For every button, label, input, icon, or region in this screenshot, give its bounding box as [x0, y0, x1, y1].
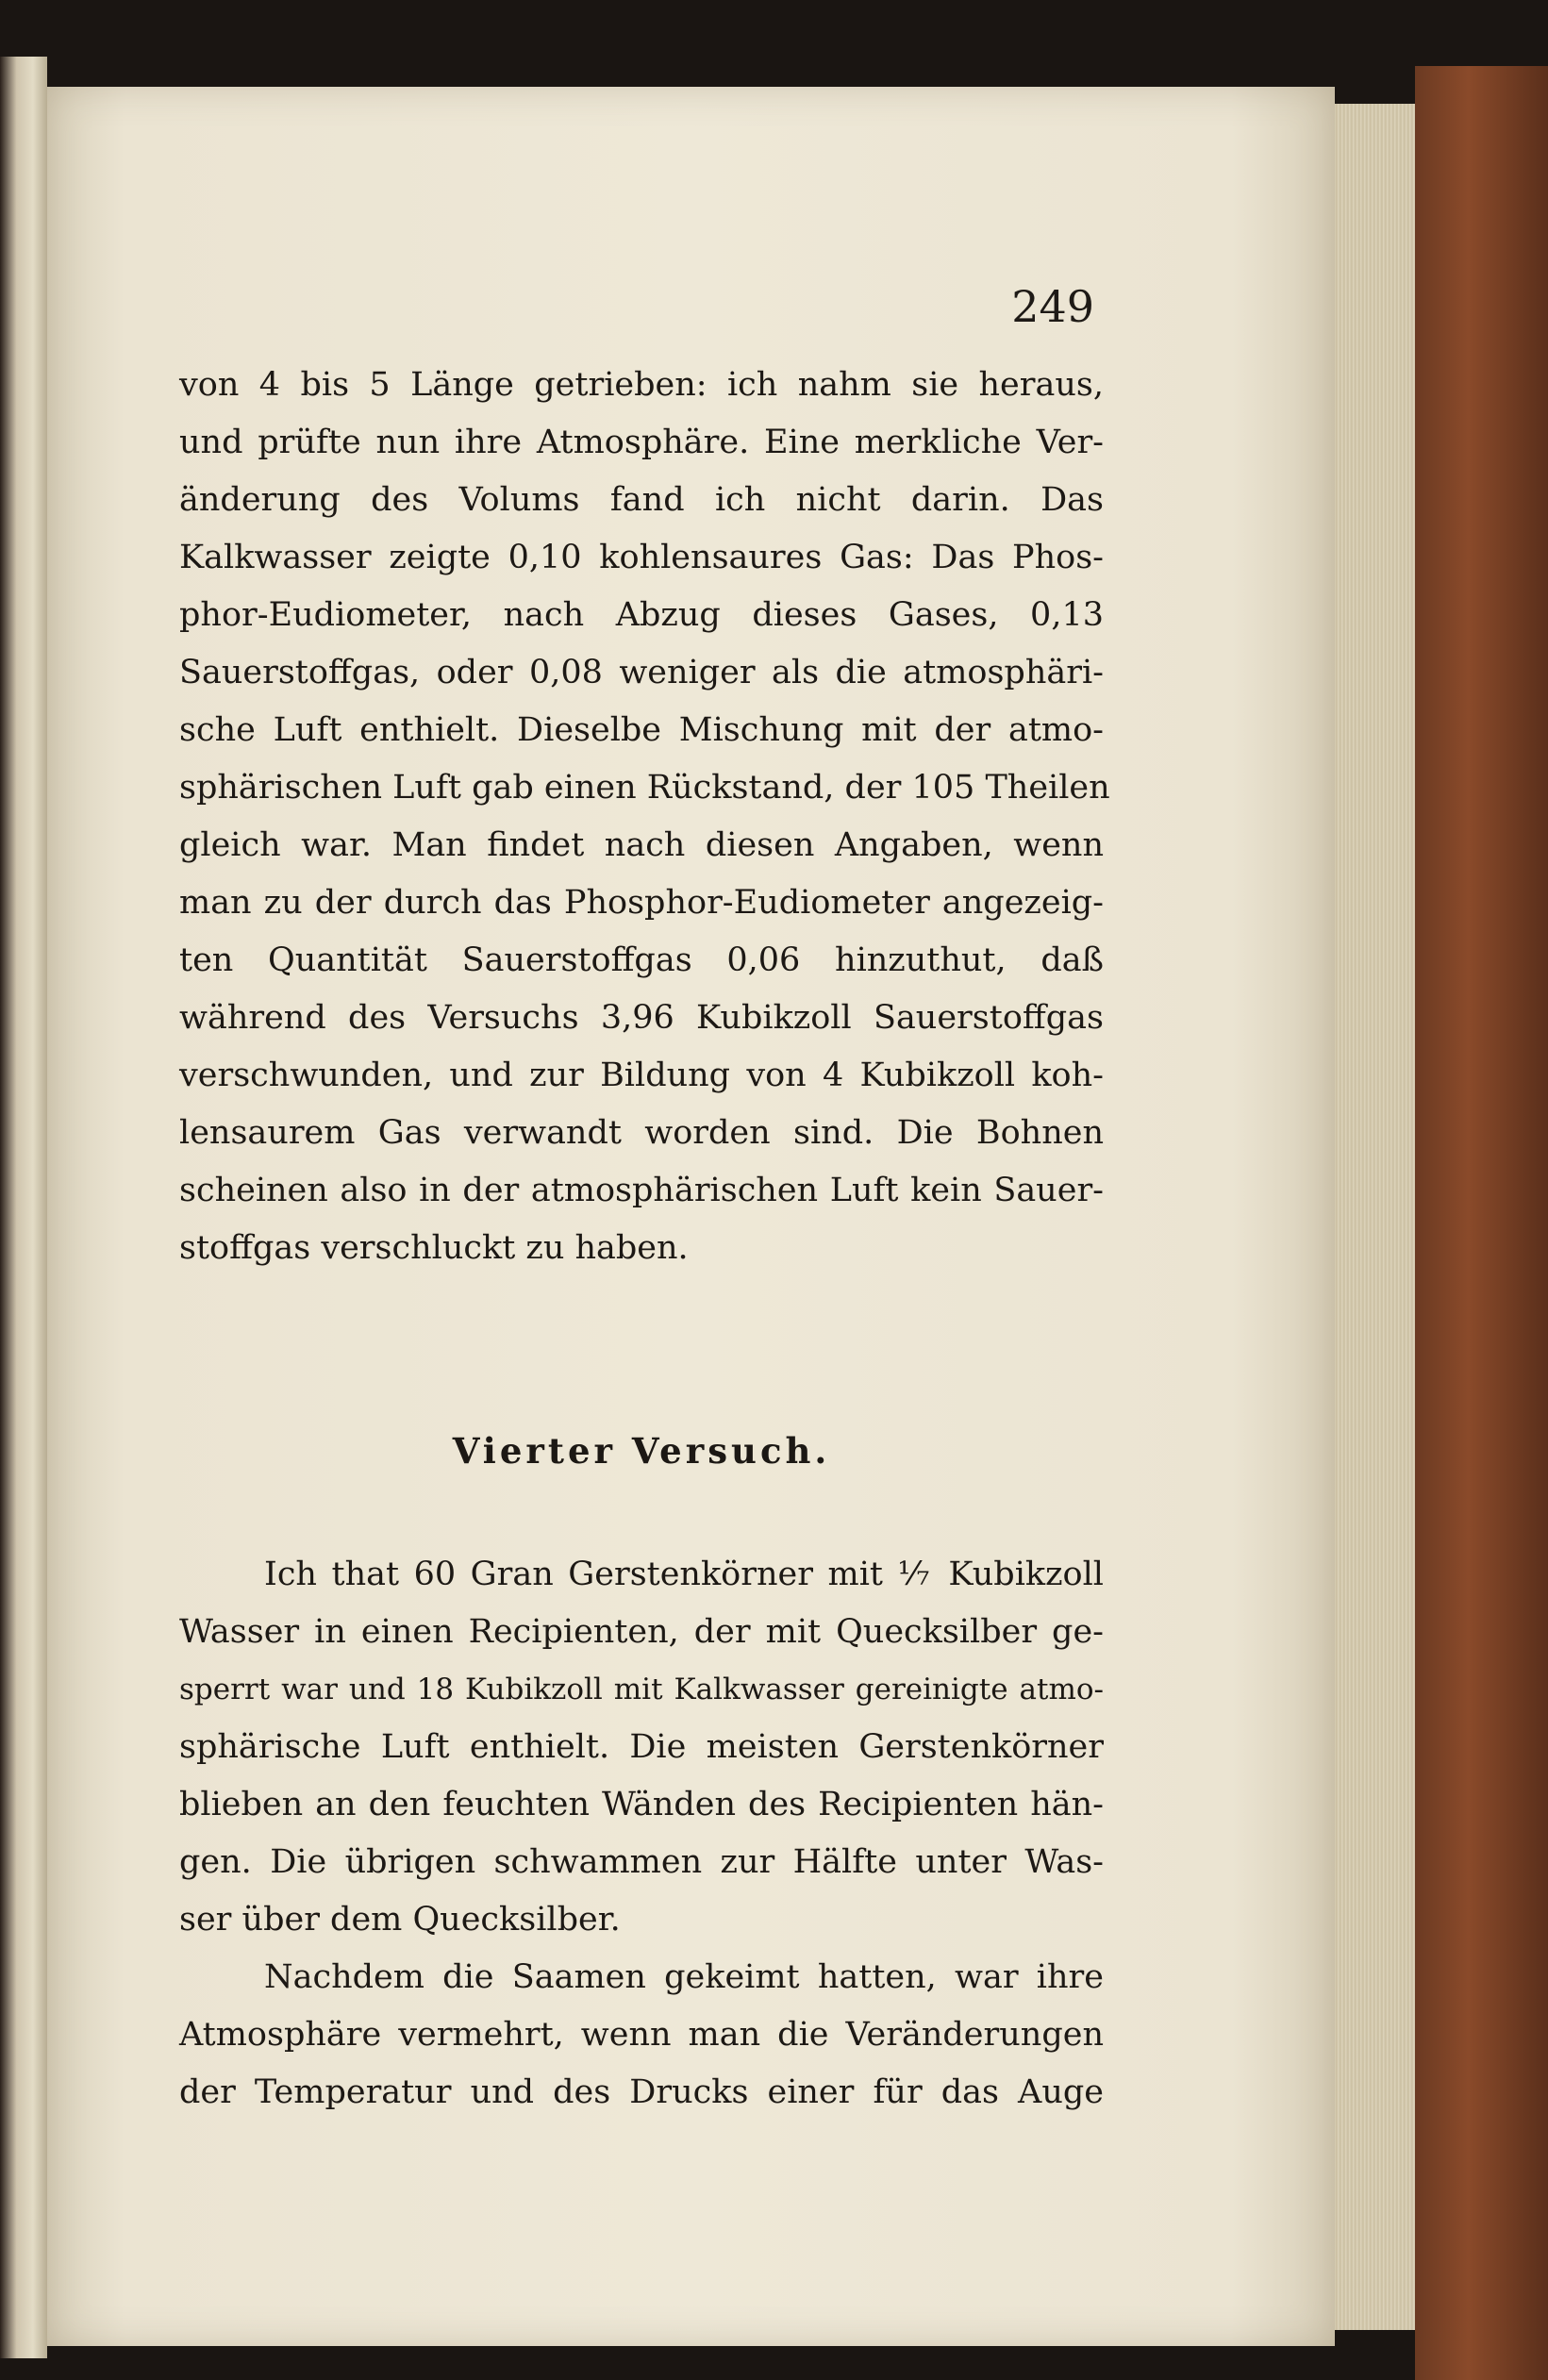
text-line: phor-Eudiometer, nach Abzug dieses Gases, 0,13 [179, 596, 1104, 634]
previous-page-edge [0, 57, 47, 2358]
page-stack-edges [1335, 104, 1415, 2330]
text-line: Sauerstoffgas, oder 0,08 weniger als die atmosphäri- [179, 654, 1104, 691]
text-line: scheinen also in der atmosphärischen Luft kein Sauer- [179, 1172, 1104, 1209]
text-line: ten Quantität Sauerstoffgas 0,06 hinzuthut, daß [179, 941, 1104, 979]
text-line: stoffgas verschluckt zu haben. [179, 1229, 689, 1267]
text-line: Wasser in einen Recipienten, der mit Quecksilber ge- [179, 1613, 1104, 1651]
text-line: man zu der durch das Phosphor-Eudiometer angezeig- [179, 884, 1104, 922]
text-line: ser über dem Quecksilber. [179, 1901, 621, 1939]
paragraph-2 [179, 1546, 1104, 1949]
paragraph-3 [179, 1949, 1104, 2122]
text-line: verschwunden, und zur Bildung von 4 Kubikzoll koh- [179, 1057, 1104, 1094]
text-line: während des Versuchs 3,96 Kubikzoll Sauerstoffgas [179, 999, 1104, 1037]
page-number: 249 [1011, 281, 1094, 332]
text-line: Ich that 60 Gran Gerstenkörner mit ⅐ Kubikzoll [264, 1556, 1104, 1593]
text-line: sphärische Luft enthielt. Die meisten Gerstenkörner [179, 1728, 1104, 1766]
text-line: änderung des Volums fand ich nicht darin. Das [179, 481, 1104, 519]
page-text [179, 357, 1110, 2122]
text-line: Nachdem die Saamen gekeimt hatten, war ihre [264, 1958, 1104, 1996]
section-heading: Vierter Versuch. [452, 1430, 831, 1472]
text-line: gen. Die übrigen schwammen zur Hälfte unter Was- [179, 1843, 1104, 1881]
text-line: sphärischen Luft gab einen Rückstand, der 105 Theilen [179, 769, 1110, 807]
text-line: sche Luft enthielt. Dieselbe Mischung mit der atmo- [179, 711, 1104, 749]
text-line: Kalkwasser zeigte 0,10 kohlensaures Gas: Das Phos- [179, 539, 1104, 576]
text-line: der Temperatur und des Drucks einer für das Auge [179, 2073, 1104, 2111]
text-line: und prüfte nun ihre Atmosphäre. Eine merkliche Ver- [179, 424, 1104, 461]
paragraph-1 [179, 357, 1110, 1277]
text-line: von 4 bis 5 Länge getrieben: ich nahm sie heraus, [179, 366, 1104, 404]
book-cover [1415, 66, 1548, 2380]
text-line: sperrt war und 18 Kubikzoll mit Kalkwasser gereinigte atmo- [179, 1673, 1104, 1706]
text-line: gleich war. Man findet nach diesen Angaben, wenn [179, 826, 1104, 864]
section-spacer [179, 1277, 1104, 1423]
text-line: Atmosphäre vermehrt, wenn man die Veränderungen [179, 2016, 1104, 2054]
text-line: lensaurem Gas verwandt worden sind. Die Bohnen [179, 1114, 1104, 1152]
text-line: blieben an den feuchten Wänden des Recipienten hän- [179, 1786, 1104, 1823]
